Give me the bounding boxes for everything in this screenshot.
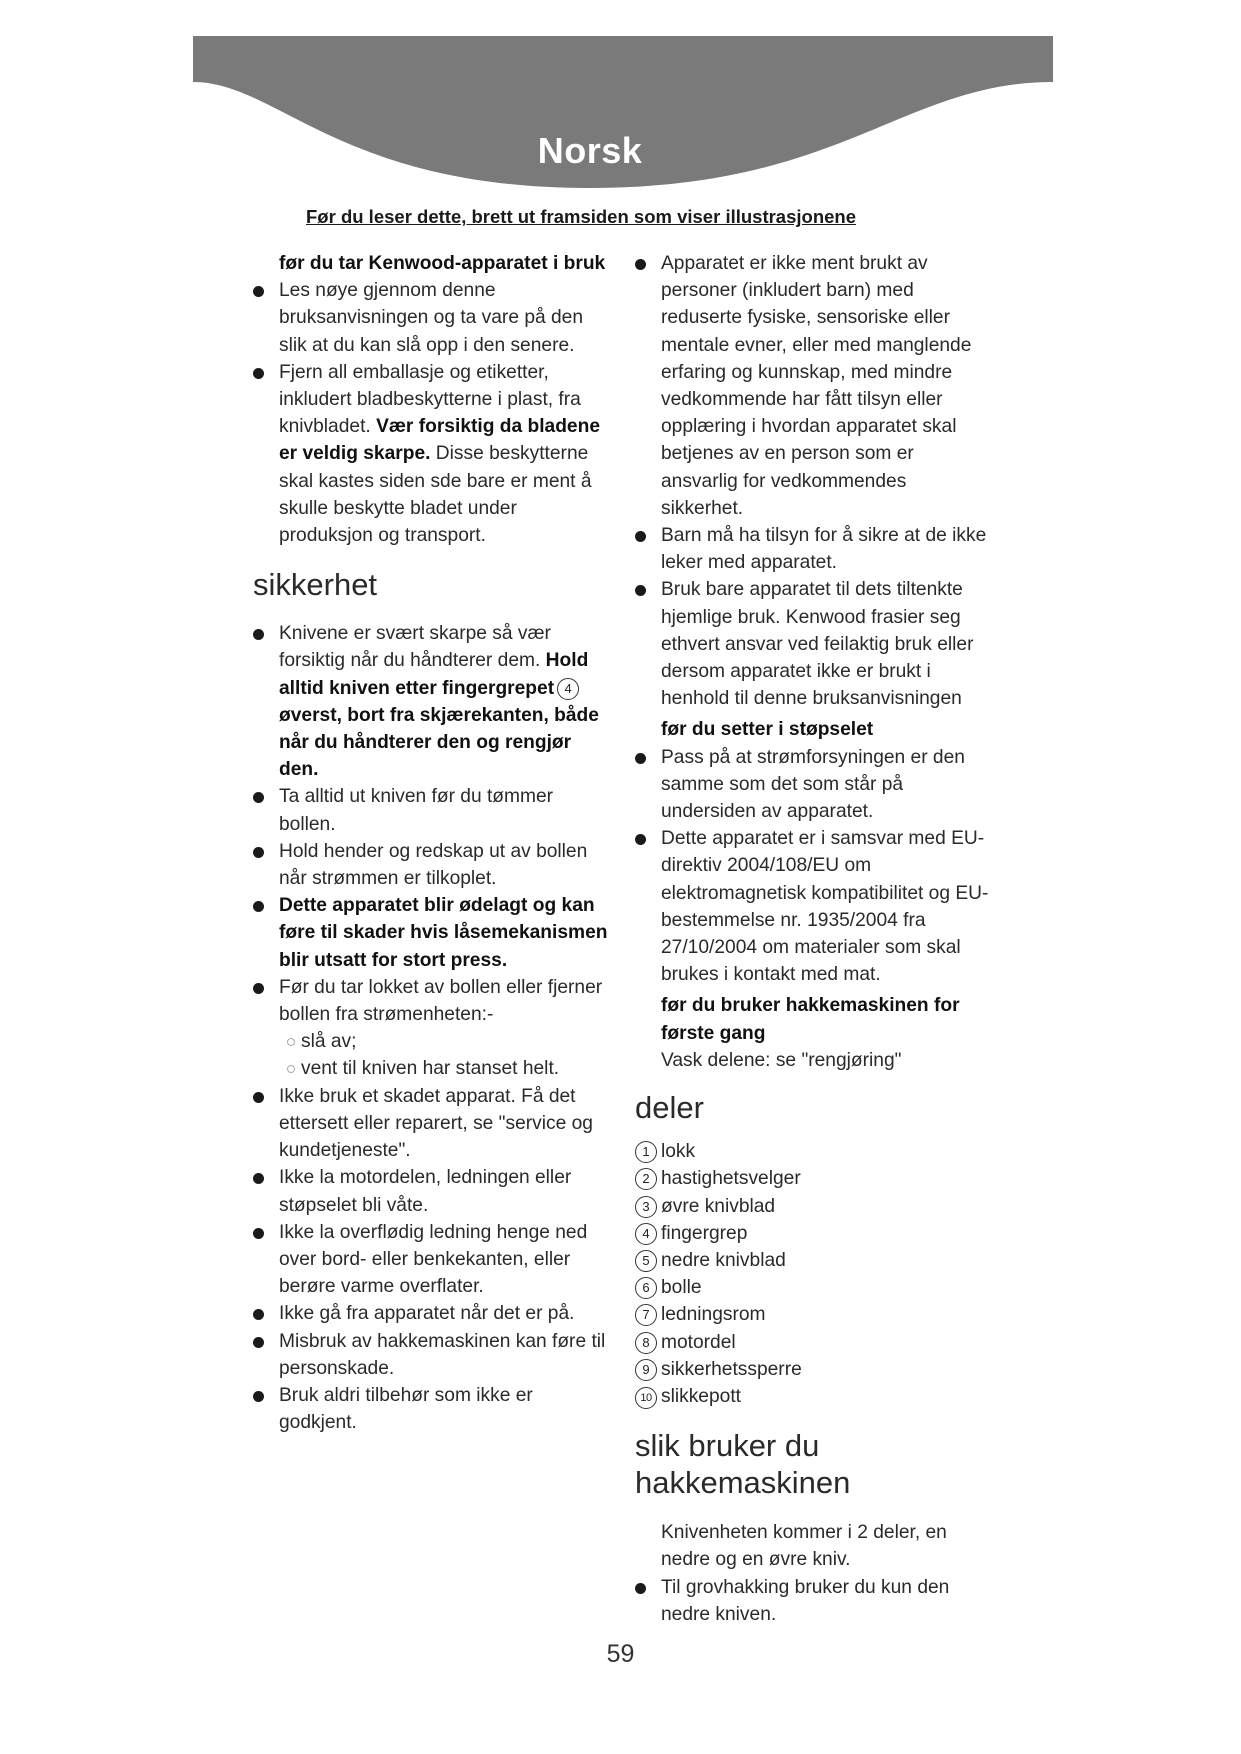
bullet-icon xyxy=(635,753,646,764)
list-item: Hold hender og redskap ut av bollen når strømmen er tilkoplet. xyxy=(253,838,611,892)
safety-heading: sikkerhet xyxy=(253,567,378,603)
part-number-icon: 8 xyxy=(635,1332,657,1354)
bullet-icon xyxy=(635,585,646,596)
bullet-icon xyxy=(253,1337,264,1348)
list-item: Les nøye gjennom denne bruksanvisningen og ta vare på den slik at du kan slå opp i den senere. xyxy=(253,277,611,359)
page-number: 59 xyxy=(606,1640,635,1668)
list-item: Bruk aldri tilbehør som ikke er godkjent. xyxy=(253,1382,611,1436)
bullet-icon xyxy=(635,259,646,270)
part-number-icon: 3 xyxy=(635,1196,657,1218)
sub-list-item: slå av; xyxy=(253,1028,611,1055)
part-number-4-icon: 4 xyxy=(557,678,579,700)
part-item: 6 bolle xyxy=(635,1274,993,1301)
list-item: Apparatet er ikke ment brukt av personer (inkludert barn) med reduserte fysiske, sensoriske eller mentale evner, eller med manglende erfaring og kunnskap, med mindre vedkommende har fått tilsyn eller opplæring i hvordan apparatet skal betjenes av en person som er ansvarlig for vedkommendes sikkerhet. xyxy=(635,250,993,522)
list-item: Dette apparatet er i samsvar med EU-direktiv 2004/108/EU om elektromagnetisk kompatibilitet og EU-bestemmelse nr. 1935/2004 fra 27/10/2004 om materialer som skal brukes i kontakt med mat. xyxy=(635,825,993,988)
bullet-icon xyxy=(253,1092,264,1103)
bullet-icon xyxy=(635,531,646,542)
part-number-icon: 7 xyxy=(635,1304,657,1326)
bullet-icon xyxy=(253,629,264,640)
parts-list xyxy=(635,1138,993,1410)
bullet-icon xyxy=(253,847,264,858)
bullet-icon xyxy=(253,368,264,379)
plug-heading: før du setter i støpselet xyxy=(661,719,874,741)
part-item: 1 lokk xyxy=(635,1138,993,1165)
list-item: Bruk bare apparatet til dets tiltenkte hjemlige bruk. Kenwood frasier seg ethvert ansvar ved feilaktig bruk eller dersom apparatet ikke er brukt i henhold til denne bruksanvisningen xyxy=(635,576,993,712)
list-item: Til grovhakking bruker du kun den nedre kniven. xyxy=(635,1574,993,1628)
bullet-icon xyxy=(253,1309,264,1320)
usage-heading-line-1: slik bruker du xyxy=(635,1428,820,1464)
part-number-icon: 5 xyxy=(635,1250,657,1272)
bullet-icon xyxy=(253,901,264,912)
bullet-icon xyxy=(253,1228,264,1239)
sub-bullet-icon xyxy=(287,1065,295,1073)
language-title: Norsk xyxy=(537,130,643,171)
list-item: Knivene er svært skarpe så vær forsiktig når du håndterer dem. Hold alltid kniven etter fingergrepet 4øverst, bort fra skjærekanten, både når du håndterer den og rengjør den. xyxy=(253,620,611,783)
part-item: 8 motordel xyxy=(635,1329,993,1356)
part-item: 4 fingergrep xyxy=(635,1220,993,1247)
usage-intro: Knivenheten kommer i 2 deler, en nedre og en øvre kniv. xyxy=(661,1522,947,1571)
list-item: Ikke gå fra apparatet når det er på. xyxy=(253,1300,611,1327)
part-number-icon: 10 xyxy=(635,1387,657,1409)
part-item: 7 ledningsrom xyxy=(635,1301,993,1328)
bullet-icon xyxy=(253,983,264,994)
bullet-icon xyxy=(253,792,264,803)
list-item: Misbruk av hakkemaskinen kan føre til personskade. xyxy=(253,1328,611,1382)
bullet-icon xyxy=(253,1173,264,1184)
part-item: 9 sikkerhetssperre xyxy=(635,1356,993,1383)
right-column xyxy=(635,250,993,1628)
list-item: Pass på at strømforsyningen er den samme som det som står på undersiden av apparatet. xyxy=(635,744,993,826)
parts-heading: deler xyxy=(635,1090,704,1126)
bullet-icon xyxy=(635,834,646,845)
part-number-icon: 1 xyxy=(635,1141,657,1163)
list-item: Før du tar lokket av bollen eller fjerner bollen fra strømenheten:- xyxy=(253,974,611,1028)
list-item: Dette apparatet blir ødelagt og kan føre til skader hvis låsemekanismen blir utsatt for stort press. xyxy=(253,892,611,974)
part-item: 3 øvre knivblad xyxy=(635,1193,993,1220)
bullet-icon xyxy=(635,1583,646,1594)
first-use-heading: før du bruker hakkemaskinen for første gang xyxy=(661,995,960,1044)
part-number-icon: 4 xyxy=(635,1223,657,1245)
list-item: Ikke bruk et skadet apparat. Få det ettersett eller reparert, se "service og kundetjeneste". xyxy=(253,1083,611,1165)
bullet-icon xyxy=(253,286,264,297)
list-item: Ta alltid ut kniven før du tømmer bollen. xyxy=(253,783,611,837)
part-number-icon: 9 xyxy=(635,1359,657,1381)
list-item: Barn må ha tilsyn for å sikre at de ikke leker med apparatet. xyxy=(635,522,993,576)
list-item: Ikke la motordelen, ledningen eller støpselet bli våte. xyxy=(253,1164,611,1218)
part-number-icon: 6 xyxy=(635,1277,657,1299)
part-item: 10 slikkepott xyxy=(635,1383,993,1410)
sub-bullet-icon xyxy=(287,1038,295,1046)
list-item: Fjern all emballasje og etiketter, inkludert bladbeskytterne i plast, fra knivbladet. Vær forsiktig da bladene er veldig skarpe. Disse beskytterne skal kastes siden sde bare er ment å skulle beskytte bladet under produksjon og transport. xyxy=(253,359,611,549)
part-item: 5 nedre knivblad xyxy=(635,1247,993,1274)
fold-out-notice: Før du leser dette, brett ut framsiden som viser illustrasjonene xyxy=(306,206,857,227)
left-column xyxy=(253,250,611,1436)
first-use-text: Vask delene: se "rengjøring" xyxy=(661,1049,902,1071)
before-use-heading: før du tar Kenwood-apparatet i bruk xyxy=(279,253,606,274)
usage-heading-line-2: hakkemaskinen xyxy=(635,1465,851,1501)
part-number-icon: 2 xyxy=(635,1168,657,1190)
part-item: 2 hastighetsvelger xyxy=(635,1165,993,1192)
header-wave-shape xyxy=(193,36,1053,196)
bullet-icon xyxy=(253,1391,264,1402)
list-item: Ikke la overflødig ledning henge ned over bord- eller benkekanten, eller berøre varme overflater. xyxy=(253,1219,611,1301)
sub-list-item: vent til kniven har stanset helt. xyxy=(253,1055,611,1082)
page-header-band xyxy=(193,36,1053,196)
